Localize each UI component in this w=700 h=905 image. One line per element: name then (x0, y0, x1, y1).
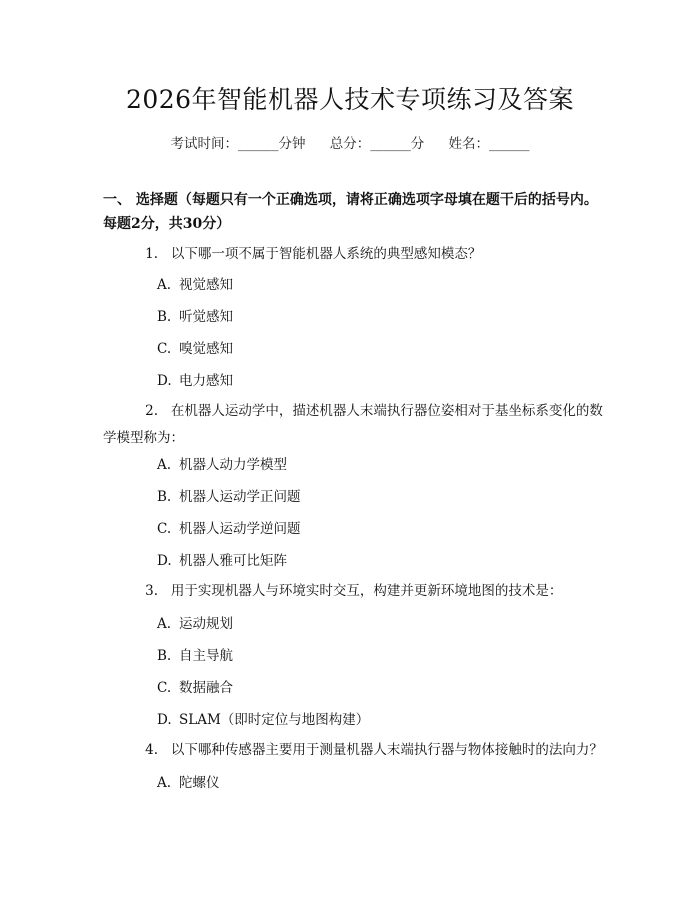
question-number: 2. (145, 403, 158, 419)
section-heading: 一、 选择题（每题只有一个正确选项，请将正确选项字母填在题干后的括号内。每题2分，共30分） (103, 192, 598, 232)
option-1a (157, 275, 233, 295)
question-4 (103, 737, 608, 764)
option-text: 视觉感知 (179, 277, 233, 293)
option-1d (157, 371, 233, 391)
option-letter: B. (157, 489, 172, 505)
option-text: 电力感知 (179, 373, 233, 389)
option-letter: C. (157, 521, 172, 537)
question-text: 用于实现机器人与环境实时交互，构建并更新环境地图的技术是： (170, 583, 563, 599)
option-text: 机器人动力学模型 (179, 457, 287, 473)
option-letter: C. (157, 680, 172, 696)
option-letter: B. (157, 648, 172, 664)
question-text: 以下哪一项不属于智能机器人系统的典型感知模态？ (170, 246, 482, 262)
option-letter: D. (157, 712, 172, 728)
option-4a (157, 773, 220, 793)
option-letter: A. (157, 457, 172, 473)
option-1b (157, 307, 233, 327)
option-letter: D. (157, 553, 172, 569)
option-letter: A. (157, 616, 172, 632)
option-letter: D. (157, 373, 172, 389)
question-3 (103, 578, 608, 605)
option-text: 嗅觉感知 (179, 341, 233, 357)
exam-meta-line (0, 132, 700, 152)
option-text: 机器人运动学逆问题 (179, 521, 301, 537)
option-text: 数据融合 (179, 680, 233, 696)
option-2d (157, 551, 287, 571)
option-text: 听觉感知 (179, 309, 233, 325)
option-letter: A. (157, 775, 172, 791)
option-letter: C. (157, 341, 172, 357)
question-text: 以下哪种传感器主要用于测量机器人末端执行器与物体接触时的法向力？ (170, 742, 603, 758)
option-text: 陀螺仪 (179, 775, 220, 791)
option-3a (157, 614, 233, 634)
name-field: 姓名：______ (448, 136, 530, 152)
total-score-field: 总分：______分 (329, 136, 425, 152)
exam-time-field: 考试时间：______分钟 (170, 136, 306, 152)
question-number: 1. (145, 246, 158, 262)
option-text: 机器人运动学正问题 (179, 489, 301, 505)
option-text: 机器人雅可比矩阵 (179, 553, 287, 569)
option-letter: B. (157, 309, 172, 325)
question-2 (103, 398, 608, 452)
page-title: 2026年智能机器人技术专项练习及答案 (125, 85, 575, 114)
question-text: 在机器人运动学中，描述机器人末端执行器位姿相对于基坐标系变化的数学模型称为： (103, 403, 603, 446)
question-number: 4. (145, 742, 158, 758)
option-3b (157, 646, 233, 666)
option-2a (157, 455, 287, 475)
option-3c (157, 678, 233, 698)
option-2b (157, 487, 301, 507)
question-number: 3. (145, 583, 158, 599)
option-2c (157, 519, 301, 539)
option-text: 自主导航 (179, 648, 233, 664)
option-letter: A. (157, 277, 172, 293)
option-text: SLAM（即时定位与地图构建） (179, 712, 370, 728)
option-1c (157, 339, 233, 359)
option-3d (157, 710, 369, 730)
question-1 (103, 241, 608, 268)
option-text: 运动规划 (179, 616, 233, 632)
